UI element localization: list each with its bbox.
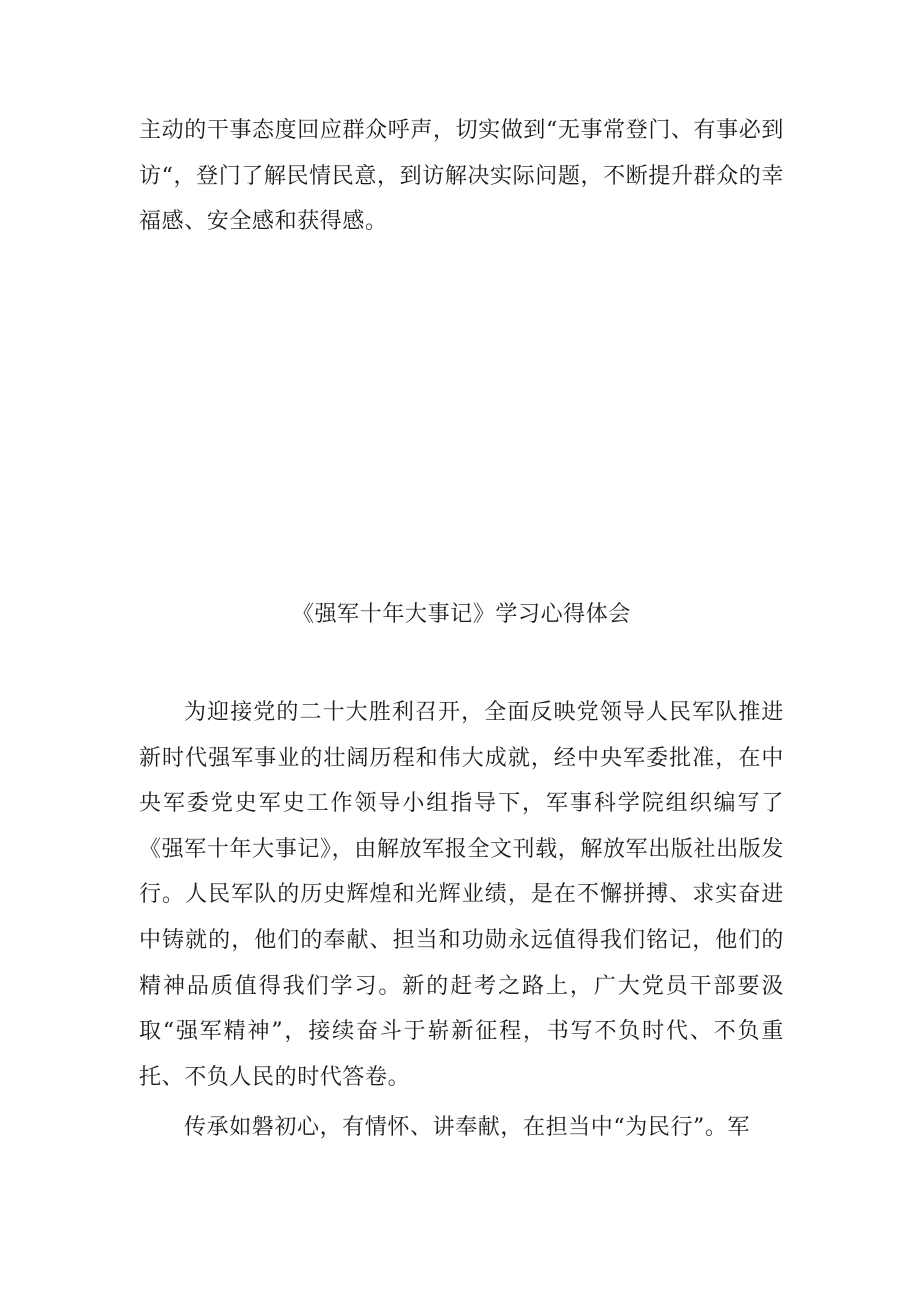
body-paragraph: 传承如磐初心，有情怀、讲奉献，在担当中“为民行”。军 (184, 1115, 751, 1141)
continued-paragraph: 主动的干事态度回应群众呼声，切实做到“无事常登门、有事必到访“，登门了解民情民意，到访解决实际问题，不断提升群众的幸福感、安全感和获得感。 (139, 118, 784, 235)
document-body (139, 690, 784, 1156)
document-title: 《强军十年大事记》学习心得体会 (291, 602, 631, 627)
body-paragraph: 为迎接党的二十大胜利召开，全面反映党领导人民军队推进新时代强军事业的壮阔历程和伟大成就，经中央军委批准，在中央军委党史军史工作领导小组指导下，军事科学院组织编写了《强军十年大事记》，由解放军报全文刊载，解放军出版社出版发行。人民军队的历史辉煌和光辉业绩，是在不懈拼搏、求实奋进中铸就的，他们的奉献、担当和功勋永远值得我们铭记，他们的精神品质值得我们学习。新的赶考之路上，广大党员干部要汲取“强军精神”，接续奋斗于崭新征程，书写不负时代、不负重托、不负人民的时代答卷。 (139, 700, 784, 1090)
